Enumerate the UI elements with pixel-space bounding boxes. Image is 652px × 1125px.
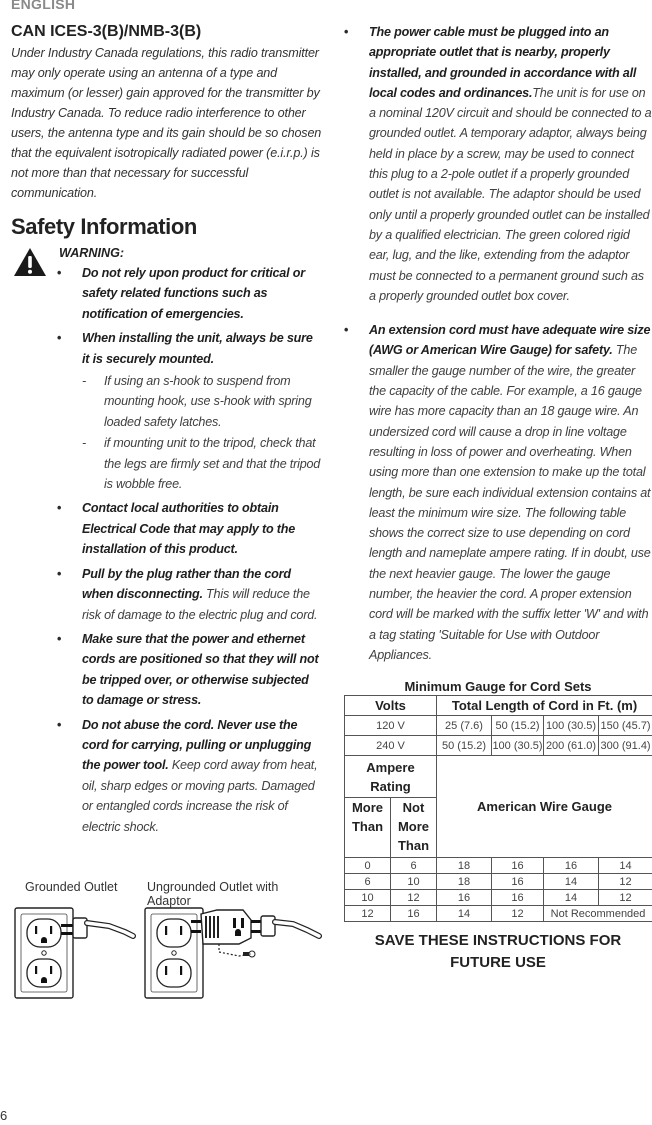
table-cell: 16 — [492, 858, 544, 874]
table-cell: 14 — [437, 906, 492, 922]
bullet: • — [57, 501, 62, 516]
table-cell: 16 — [544, 858, 599, 874]
power-safety-item — [344, 22, 652, 306]
power-safety-item-bold: The power cable must be plugged into an appropriate outlet that is nearby, properly installed, and grounded in accordance with all local codes and ordinances. — [369, 25, 637, 100]
safety-list — [57, 263, 323, 837]
table-cell: 18 — [437, 858, 492, 874]
right-column — [344, 22, 652, 974]
table-cell: 6 — [391, 858, 437, 874]
table-cell: 100 (30.5) — [492, 736, 544, 756]
safety-item-bold: Make sure that the power and ethernet cords are positioned so that they will not be tripped over, or otherwise subjected to damage or stress. — [82, 631, 319, 708]
table-cell: 6 — [345, 874, 391, 890]
awg-header: American Wire Gauge — [437, 756, 652, 858]
table-row — [345, 736, 652, 756]
volts-header: Volts — [345, 696, 437, 716]
safety-subitem-text: if mounting unit to the tripod, check that the legs are firmly set and that the tripod is wobble free. — [104, 436, 321, 492]
bullet: • — [57, 331, 62, 346]
table-row — [345, 890, 652, 906]
language-label: ENGLISH — [11, 0, 76, 12]
page-number: 6 — [0, 1108, 8, 1123]
safety-item — [57, 564, 323, 625]
left-column — [11, 22, 323, 841]
length-header: Total Length of Cord in Ft. (m) — [437, 696, 652, 716]
safety-item — [57, 263, 323, 324]
safety-item-bold: Contact local authorities to obtain Electrical Code that may apply to the installation of this product. — [82, 501, 296, 557]
table-cell: 200 (61.0) — [544, 736, 599, 756]
table-row — [345, 874, 652, 890]
table-cell: 16 — [492, 874, 544, 890]
safety-item — [57, 715, 323, 837]
table-cell: 18 — [437, 874, 492, 890]
table-cell: 50 (15.2) — [437, 736, 492, 756]
dash: - — [82, 436, 86, 451]
table-cell: 25 (7.6) — [437, 716, 492, 736]
power-safety-item — [344, 320, 652, 665]
save-instructions-note: SAVE THESE INSTRUCTIONS FOR FUTURE USE — [374, 932, 622, 972]
table-cell: 16 — [437, 890, 492, 906]
table-cell: 240 V — [345, 736, 437, 756]
bullet: • — [57, 566, 62, 581]
canada-compliance-heading: CAN ICES-3(B)/NMB-3(B) — [11, 23, 202, 40]
safety-item-bold: Do not abuse the cord. Never use the cord for carrying, pulling or unplugging the power tool. — [82, 717, 312, 773]
table-cell: 16 — [391, 906, 437, 922]
safety-item — [57, 629, 323, 711]
safety-item — [57, 498, 323, 559]
table-header-row — [345, 756, 652, 798]
table-cell: 0 — [345, 858, 391, 874]
bullet: • — [344, 323, 349, 338]
safety-item-bold: When installing the unit, always be sure it is securely mounted. — [82, 331, 313, 366]
table-cell: 12 — [345, 906, 391, 922]
table-cell: 12 — [599, 874, 652, 890]
not-more-than-header: Not More Than — [391, 798, 437, 858]
table-cell: 12 — [599, 890, 652, 906]
power-safety-item-text: The unit is for use on a nominal 120V circuit and should be connected to a grounded outlet. A temporary adaptor, always being held in place by a screw, may be used to connect this plug to a 2-pole outlet if a properly grounded outlet is not available. The adaptor should be used only until a properly grounded outlet can be installed by a qualified electrician. The green colored rigid ear, lug, and the like, extending from the adaptor must be connected to a permanent ground such as a properly grounded outlet box cover. — [369, 85, 652, 303]
table-cell: Not Recommended — [544, 906, 652, 922]
power-safety-item-bold: An extension cord must have adequate wire size (AWG or American Wire Gauge) for safety. — [369, 323, 651, 358]
table-row — [345, 906, 652, 922]
table-cell: 100 (30.5) — [544, 716, 599, 736]
power-safety-item-text: The smaller the gauge number of the wire, the greater the capacity of the cable. For example, a 16 gauge wire has more capacity than an 18 gauge wire. An undersized cord will cause a drop in line voltage resulting in loss of power and overheating. When using more than one extension to make up the total length, be sure each individual extension contains at least the minimum wire size. The following table shows the correct size to use depending on cord length and nameplate ampere rating. If in doubt, use the next heavier gauge. The lower the gauge number, the heavier the cord. A proper extension cord will be marked with the suffix letter 'W' and with a tag stating 'Suitable for Use with Outdoor Appliances. — [369, 343, 651, 662]
warning-label: WARNING: — [59, 246, 125, 260]
bullet: • — [57, 631, 62, 646]
bullet: • — [57, 266, 62, 280]
table-row — [345, 858, 652, 874]
safety-item-text: This will reduce the risk of damage to the electric plug and cord. — [82, 587, 318, 622]
ungrounded-outlet-caption: Ungrounded Outlet with Adaptor — [147, 880, 279, 908]
gauge-table-title: Minimum Gauge for Cord Sets — [404, 679, 592, 695]
table-cell: 12 — [492, 906, 544, 922]
table-cell: 12 — [391, 890, 437, 906]
ungrounded-outlet-adaptor-icon — [143, 906, 323, 1002]
table-cell: 120 V — [345, 716, 437, 736]
safety-heading: Safety Information — [11, 214, 197, 239]
safety-subitem — [82, 371, 323, 432]
safety-item-text: Keep cord away from heat, oil, sharp edges or moving parts. Damaged or entangled cords increase the risk of electric shock. — [82, 758, 318, 834]
safety-subitem-text: If using an s-hook to suspend from mounting hook, use s-hook with spring loaded safety latches. — [104, 374, 312, 429]
table-cell: 14 — [544, 890, 599, 906]
warning-triangle-icon — [13, 247, 47, 277]
outlet-illustrations — [11, 880, 323, 1010]
grounded-outlet-icon — [13, 906, 141, 1002]
canada-compliance-text: Under Industry Canada regulations, this radio transmitter may only operate using an antenna of a type and maximum (or lesser) gain approved for the transmitter by Industry Canada. To reduce radio interference to other users, the antenna type and its gain should be so chosen that the equivalent isotropically radiated power (e.i.r.p.) is not more than that necessary for successful communication. — [11, 46, 322, 200]
table-cell: 14 — [544, 874, 599, 890]
gauge-table — [344, 695, 652, 922]
table-header-row — [345, 696, 652, 716]
more-than-header: More Than — [345, 798, 391, 858]
bullet: • — [57, 717, 62, 732]
table-cell: 16 — [492, 890, 544, 906]
safety-subitem — [82, 433, 323, 494]
table-cell: 10 — [345, 890, 391, 906]
table-cell: 50 (15.2) — [492, 716, 544, 736]
table-cell: 10 — [391, 874, 437, 890]
table-row — [345, 716, 652, 736]
power-safety-list — [344, 22, 652, 665]
table-cell: 14 — [599, 858, 652, 874]
grounded-outlet-caption: Grounded Outlet — [25, 880, 118, 894]
dash: - — [82, 374, 86, 389]
table-cell: 150 (45.7) — [599, 716, 652, 736]
safety-item — [57, 328, 323, 494]
bullet: • — [344, 25, 349, 39]
safety-sublist — [82, 371, 323, 494]
safety-item-bold: Pull by the plug rather than the cord when disconnecting. — [82, 566, 291, 602]
safety-item-bold: Do not rely upon product for critical or safety related functions such as notification of emergencies. — [82, 266, 305, 321]
table-cell: 300 (91.4) — [599, 736, 652, 756]
ampere-header: Ampere Rating — [345, 756, 437, 798]
warning-block — [11, 243, 323, 263]
